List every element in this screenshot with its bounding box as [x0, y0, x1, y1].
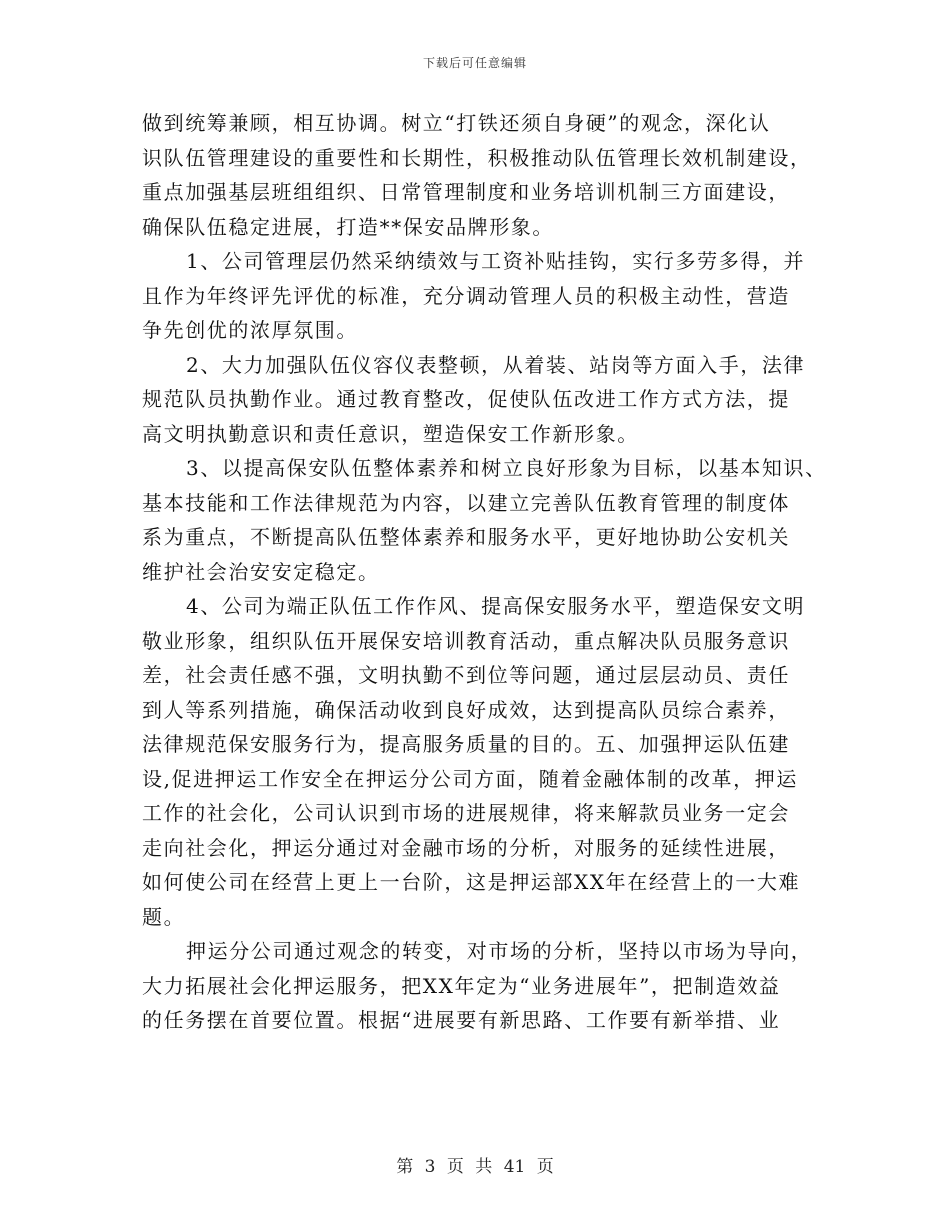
text-line: 且作为年终评先评优的标准，充分调动管理人员的积极主动性，营造 — [142, 283, 790, 308]
text-line: 重点加强基层班组组织、日常管理制度和业务培训机制三方面建设， — [142, 180, 790, 204]
text-line: 确保队伍稳定进展，打造**保安品牌形象。 — [142, 214, 554, 239]
page-number-footer: 第 3 页 共 41 页 — [396, 1157, 554, 1177]
text-line: 4、公司为端正队伍工作作风、提高保安服务水平，塑造保安文明 — [186, 594, 806, 618]
text-line: 走向社会化，押运分通过对金融市场的分析，对服务的延续性进展， — [142, 835, 790, 860]
text-line: 押运分公司通过观念的转变，对市场的分析，坚持以市场为导向， — [186, 939, 813, 963]
text-line: 争先创优的浓厚氛围。 — [142, 318, 358, 342]
text-line: 差，社会责任感不强，文明执勤不到位等问题，通过层层动员、责任 — [142, 663, 790, 687]
text-line: 规范队员执勤作业。通过教育整改，促使队伍改进工作方式方法，提 — [142, 387, 790, 411]
text-line: 系为重点，不断提高队伍整体素养和服务水平，更好地协助公安机关 — [142, 525, 790, 549]
text-line: 的任务摆在首要位置。根据“进展要有新思路、工作要有新举措、业 — [142, 1008, 781, 1032]
text-line: 2、大力加强队伍仪容仪表整顿，从着装、站岗等方面入手，法律 — [186, 352, 806, 377]
text-line: 题。 — [142, 904, 186, 929]
paragraph — [142, 589, 822, 934]
text-line: 大力拓展社会化押运服务，把XX年定为“业务进展年”，把制造效益 — [142, 973, 781, 998]
text-line: 工作的社会化，公司认识到市场的进展规律，将来解款员业务一定会 — [142, 801, 790, 825]
text-line: 法律规范保安服务行为，提高服务质量的目的。五、加强押运队伍建 — [142, 732, 790, 756]
page-header: 下载后可任意编辑 — [422, 56, 527, 70]
text-line: 3、以提高保安队伍整体素养和树立良好形象为目标，以基本知识、 — [186, 456, 827, 480]
paragraph — [142, 934, 822, 1038]
text-line: 设,促进押运工作安全在押运分公司方面，随着金融体制的改革，押运 — [142, 766, 798, 791]
text-line: 1、公司管理层仍然采纳绩效与工资补贴挂钩，实行多劳多得，并 — [186, 249, 806, 273]
paragraph — [142, 244, 822, 348]
text-line: 做到统筹兼顾，相互协调。树立“打铁还须自身硬”的观念，深化认 — [142, 111, 771, 135]
text-line: 到人等系列措施，确保活动收到良好成效，达到提高队员综合素养， — [142, 697, 790, 722]
text-line: 识队伍管理建设的重要性和长期性，积极推动队伍管理长效机制建设， — [142, 145, 812, 170]
text-line: 维护社会治安安定稳定。 — [142, 559, 380, 584]
document-body — [142, 106, 827, 1038]
paragraph — [142, 106, 822, 244]
text-line: 如何使公司在经营上更上一台阶，这是押运部XX年在经营上的一大难 — [142, 870, 801, 894]
text-line: 高文明执勤意识和责任意识，塑造保安工作新形象。 — [142, 421, 639, 446]
paragraph — [142, 348, 822, 452]
text-line: 基本技能和工作法律规范为内容，以建立完善队伍教育管理的制度体 — [142, 490, 790, 515]
paragraph — [142, 451, 827, 589]
text-line: 敬业形象，组织队伍开展保安培训教育活动，重点解决队员服务意识 — [142, 628, 790, 653]
